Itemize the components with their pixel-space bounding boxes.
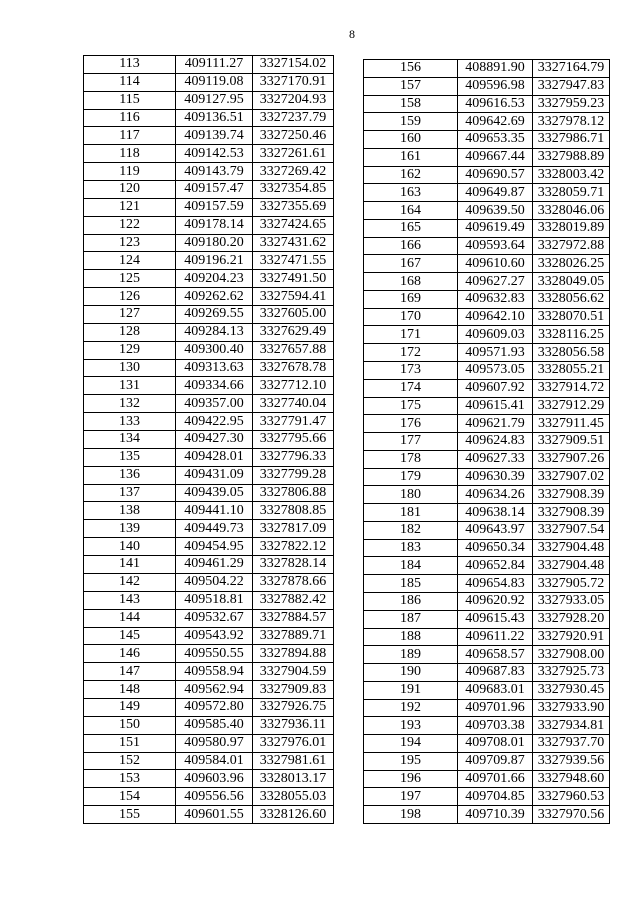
x-coordinate-cell: 409630.39 [458,469,533,487]
x-coordinate-cell: 409142.53 [176,145,253,163]
y-coordinate-cell: 3327928.20 [533,611,610,629]
point-number-cell: 176 [364,415,458,433]
point-number-cell: 162 [364,167,458,185]
x-coordinate-cell: 409449.73 [176,520,253,538]
y-coordinate-cell: 3327878.66 [253,574,334,592]
point-number-cell: 165 [364,220,458,238]
y-coordinate-cell: 3327976.01 [253,735,334,753]
point-number-cell: 187 [364,611,458,629]
y-coordinate-cell: 3327796.33 [253,449,334,467]
x-coordinate-cell: 409269.55 [176,306,253,324]
point-number-cell: 191 [364,682,458,700]
x-coordinate-cell: 409584.01 [176,753,253,771]
point-number-cell: 185 [364,575,458,593]
y-coordinate-cell: 3327884.57 [253,610,334,628]
point-number-cell: 150 [84,717,176,735]
x-coordinate-cell: 409504.22 [176,574,253,592]
x-coordinate-cell: 409615.41 [458,398,533,416]
x-coordinate-cell: 409593.64 [458,238,533,256]
x-coordinate-cell: 409431.09 [176,467,253,485]
point-number-cell: 166 [364,238,458,256]
point-number-cell: 173 [364,362,458,380]
point-number-cell: 179 [364,469,458,487]
x-coordinate-cell: 409596.98 [458,78,533,96]
x-coordinate-cell: 409642.69 [458,113,533,131]
point-number-cell: 169 [364,291,458,309]
point-number-cell: 163 [364,184,458,202]
y-coordinate-cell: 3327431.62 [253,235,334,253]
x-coordinate-cell: 409157.59 [176,199,253,217]
x-coordinate-cell: 409615.43 [458,611,533,629]
y-coordinate-cell: 3327904.48 [533,557,610,575]
y-coordinate-cell: 3327936.11 [253,717,334,735]
point-number-cell: 180 [364,486,458,504]
y-coordinate-cell: 3327605.00 [253,306,334,324]
x-coordinate-cell: 409572.80 [176,699,253,717]
y-coordinate-cell: 3327250.46 [253,127,334,145]
x-coordinate-cell: 409558.94 [176,663,253,681]
point-number-cell: 164 [364,202,458,220]
x-coordinate-cell: 409441.10 [176,502,253,520]
x-coordinate-cell: 409610.60 [458,255,533,273]
x-coordinate-cell: 409357.00 [176,395,253,413]
y-coordinate-cell: 3327817.09 [253,520,334,538]
y-coordinate-cell: 3327806.88 [253,485,334,503]
x-coordinate-cell: 409178.14 [176,217,253,235]
x-coordinate-cell: 409603.96 [176,770,253,788]
point-number-cell: 140 [84,538,176,556]
x-coordinate-cell: 409658.57 [458,646,533,664]
x-coordinate-cell: 409683.01 [458,682,533,700]
y-coordinate-cell: 3327904.48 [533,540,610,558]
y-coordinate-cell: 3327678.78 [253,360,334,378]
point-number-cell: 125 [84,270,176,288]
y-coordinate-cell: 3327795.66 [253,431,334,449]
point-number-cell: 190 [364,664,458,682]
y-coordinate-cell: 3327471.55 [253,252,334,270]
y-coordinate-cell: 3327947.83 [533,78,610,96]
point-number-cell: 146 [84,645,176,663]
y-coordinate-cell: 3328116.25 [533,326,610,344]
point-number-cell: 130 [84,360,176,378]
point-number-cell: 197 [364,788,458,806]
y-coordinate-cell: 3327261.61 [253,145,334,163]
point-number-cell: 119 [84,163,176,181]
y-coordinate-cell: 3328049.05 [533,273,610,291]
y-coordinate-cell: 3327424.65 [253,217,334,235]
y-coordinate-cell: 3327972.88 [533,238,610,256]
x-coordinate-cell: 409619.49 [458,220,533,238]
y-coordinate-cell: 3327269.42 [253,163,334,181]
point-number-cell: 170 [364,309,458,327]
point-number-cell: 116 [84,110,176,128]
y-coordinate-cell: 3328003.42 [533,167,610,185]
y-coordinate-cell: 3327907.02 [533,469,610,487]
x-coordinate-cell: 409638.14 [458,504,533,522]
y-coordinate-cell: 3327937.70 [533,735,610,753]
y-coordinate-cell: 3327657.88 [253,342,334,360]
x-coordinate-cell: 409573.05 [458,362,533,380]
y-coordinate-cell: 3328056.58 [533,344,610,362]
x-coordinate-cell: 409650.34 [458,540,533,558]
point-number-cell: 135 [84,449,176,467]
point-number-cell: 154 [84,788,176,806]
x-coordinate-cell: 409428.01 [176,449,253,467]
x-coordinate-cell: 409334.66 [176,377,253,395]
x-coordinate-cell: 409585.40 [176,717,253,735]
x-coordinate-cell: 409300.40 [176,342,253,360]
y-coordinate-cell: 3327948.60 [533,771,610,789]
y-coordinate-cell: 3327822.12 [253,538,334,556]
y-coordinate-cell: 3328019.89 [533,220,610,238]
point-number-cell: 156 [364,60,458,78]
point-number-cell: 144 [84,610,176,628]
x-coordinate-cell: 409461.29 [176,556,253,574]
point-number-cell: 157 [364,78,458,96]
x-coordinate-cell: 409180.20 [176,235,253,253]
point-number-cell: 148 [84,681,176,699]
y-coordinate-cell: 3327939.56 [533,753,610,771]
y-coordinate-cell: 3327355.69 [253,199,334,217]
y-coordinate-cell: 3327930.45 [533,682,610,700]
x-coordinate-cell: 409439.05 [176,485,253,503]
y-coordinate-cell: 3327237.79 [253,110,334,128]
x-coordinate-cell: 409571.93 [458,344,533,362]
x-coordinate-cell: 409556.56 [176,788,253,806]
x-coordinate-cell: 409642.10 [458,309,533,327]
point-number-cell: 171 [364,326,458,344]
point-number-cell: 131 [84,377,176,395]
x-coordinate-cell: 409654.83 [458,575,533,593]
y-coordinate-cell: 3327204.93 [253,92,334,110]
x-coordinate-cell: 409643.97 [458,522,533,540]
x-coordinate-cell: 409313.63 [176,360,253,378]
x-coordinate-cell: 409427.30 [176,431,253,449]
y-coordinate-cell: 3327911.45 [533,415,610,433]
y-coordinate-cell: 3327164.79 [533,60,610,78]
coordinates-table-right [363,59,610,824]
point-number-cell: 134 [84,431,176,449]
x-coordinate-cell: 409139.74 [176,127,253,145]
x-coordinate-cell: 409143.79 [176,163,253,181]
y-coordinate-cell: 3327791.47 [253,413,334,431]
y-coordinate-cell: 3327170.91 [253,74,334,92]
point-number-cell: 177 [364,433,458,451]
y-coordinate-cell: 3327907.26 [533,451,610,469]
x-coordinate-cell: 409607.92 [458,380,533,398]
point-number-cell: 142 [84,574,176,592]
x-coordinate-cell: 409704.85 [458,788,533,806]
point-number-cell: 188 [364,629,458,647]
x-coordinate-cell: 409701.66 [458,771,533,789]
point-number-cell: 195 [364,753,458,771]
point-number-cell: 136 [84,467,176,485]
y-coordinate-cell: 3328026.25 [533,255,610,273]
x-coordinate-cell: 409284.13 [176,324,253,342]
x-coordinate-cell: 409632.83 [458,291,533,309]
x-coordinate-cell: 409422.95 [176,413,253,431]
x-coordinate-cell: 409262.62 [176,288,253,306]
point-number-cell: 137 [84,485,176,503]
point-number-cell: 118 [84,145,176,163]
y-coordinate-cell: 3327894.88 [253,645,334,663]
point-number-cell: 198 [364,806,458,824]
point-number-cell: 120 [84,181,176,199]
point-number-cell: 123 [84,235,176,253]
point-number-cell: 152 [84,753,176,771]
point-number-cell: 168 [364,273,458,291]
y-coordinate-cell: 3327828.14 [253,556,334,574]
x-coordinate-cell: 409543.92 [176,628,253,646]
point-number-cell: 129 [84,342,176,360]
x-coordinate-cell: 409624.83 [458,433,533,451]
coordinates-table-left [83,55,334,824]
point-number-cell: 133 [84,413,176,431]
point-number-cell: 182 [364,522,458,540]
y-coordinate-cell: 3327889.71 [253,628,334,646]
x-coordinate-cell: 409616.53 [458,96,533,114]
y-coordinate-cell: 3327925.73 [533,664,610,682]
point-number-cell: 138 [84,502,176,520]
point-number-cell: 189 [364,646,458,664]
x-coordinate-cell: 408891.90 [458,60,533,78]
point-number-cell: 143 [84,592,176,610]
point-number-cell: 192 [364,700,458,718]
point-number-cell: 128 [84,324,176,342]
point-number-cell: 181 [364,504,458,522]
y-coordinate-cell: 3328056.62 [533,291,610,309]
point-number-cell: 151 [84,735,176,753]
y-coordinate-cell: 3327909.83 [253,681,334,699]
x-coordinate-cell: 409708.01 [458,735,533,753]
y-coordinate-cell: 3327882.42 [253,592,334,610]
x-coordinate-cell: 409703.38 [458,717,533,735]
y-coordinate-cell: 3327978.12 [533,113,610,131]
x-coordinate-cell: 409580.97 [176,735,253,753]
y-coordinate-cell: 3327908.00 [533,646,610,664]
point-number-cell: 172 [364,344,458,362]
x-coordinate-cell: 409649.87 [458,184,533,202]
y-coordinate-cell: 3327154.02 [253,56,334,74]
x-coordinate-cell: 409627.27 [458,273,533,291]
point-number-cell: 149 [84,699,176,717]
x-coordinate-cell: 409621.79 [458,415,533,433]
y-coordinate-cell: 3327934.81 [533,717,610,735]
point-number-cell: 139 [84,520,176,538]
point-number-cell: 175 [364,398,458,416]
y-coordinate-cell: 3327904.59 [253,663,334,681]
x-coordinate-cell: 409687.83 [458,664,533,682]
point-number-cell: 158 [364,96,458,114]
x-coordinate-cell: 409111.27 [176,56,253,74]
y-coordinate-cell: 3327908.39 [533,486,610,504]
y-coordinate-cell: 3327988.89 [533,149,610,167]
x-coordinate-cell: 409639.50 [458,202,533,220]
point-number-cell: 121 [84,199,176,217]
x-coordinate-cell: 409627.33 [458,451,533,469]
point-number-cell: 122 [84,217,176,235]
y-coordinate-cell: 3327920.91 [533,629,610,647]
x-coordinate-cell: 409532.67 [176,610,253,628]
x-coordinate-cell: 409204.23 [176,270,253,288]
x-coordinate-cell: 409136.51 [176,110,253,128]
y-coordinate-cell: 3327912.29 [533,398,610,416]
x-coordinate-cell: 409620.92 [458,593,533,611]
point-number-cell: 161 [364,149,458,167]
point-number-cell: 141 [84,556,176,574]
y-coordinate-cell: 3327970.56 [533,806,610,824]
y-coordinate-cell: 3327960.53 [533,788,610,806]
x-coordinate-cell: 409127.95 [176,92,253,110]
y-coordinate-cell: 3327909.51 [533,433,610,451]
point-number-cell: 115 [84,92,176,110]
y-coordinate-cell: 3328126.60 [253,806,334,824]
point-number-cell: 145 [84,628,176,646]
y-coordinate-cell: 3327933.90 [533,700,610,718]
x-coordinate-cell: 409550.55 [176,645,253,663]
point-number-cell: 160 [364,131,458,149]
x-coordinate-cell: 409634.26 [458,486,533,504]
y-coordinate-cell: 3327594.41 [253,288,334,306]
y-coordinate-cell: 3327808.85 [253,502,334,520]
point-number-cell: 178 [364,451,458,469]
point-number-cell: 183 [364,540,458,558]
x-coordinate-cell: 409690.57 [458,167,533,185]
point-number-cell: 184 [364,557,458,575]
point-number-cell: 117 [84,127,176,145]
x-coordinate-cell: 409518.81 [176,592,253,610]
x-coordinate-cell: 409601.55 [176,806,253,824]
y-coordinate-cell: 3328059.71 [533,184,610,202]
x-coordinate-cell: 409157.47 [176,181,253,199]
x-coordinate-cell: 409562.94 [176,681,253,699]
point-number-cell: 114 [84,74,176,92]
x-coordinate-cell: 409701.96 [458,700,533,718]
y-coordinate-cell: 3327959.23 [533,96,610,114]
point-number-cell: 153 [84,770,176,788]
x-coordinate-cell: 409454.95 [176,538,253,556]
point-number-cell: 124 [84,252,176,270]
y-coordinate-cell: 3327986.71 [533,131,610,149]
point-number-cell: 174 [364,380,458,398]
y-coordinate-cell: 3327491.50 [253,270,334,288]
point-number-cell: 127 [84,306,176,324]
y-coordinate-cell: 3328055.03 [253,788,334,806]
y-coordinate-cell: 3327905.72 [533,575,610,593]
y-coordinate-cell: 3327629.49 [253,324,334,342]
y-coordinate-cell: 3327908.39 [533,504,610,522]
y-coordinate-cell: 3327740.04 [253,395,334,413]
y-coordinate-cell: 3328013.17 [253,770,334,788]
point-number-cell: 147 [84,663,176,681]
y-coordinate-cell: 3327907.54 [533,522,610,540]
y-coordinate-cell: 3328046.06 [533,202,610,220]
y-coordinate-cell: 3328055.21 [533,362,610,380]
x-coordinate-cell: 409611.22 [458,629,533,647]
y-coordinate-cell: 3327799.28 [253,467,334,485]
x-coordinate-cell: 409653.35 [458,131,533,149]
point-number-cell: 113 [84,56,176,74]
y-coordinate-cell: 3327712.10 [253,377,334,395]
point-number-cell: 186 [364,593,458,611]
y-coordinate-cell: 3327981.61 [253,753,334,771]
point-number-cell: 155 [84,806,176,824]
point-number-cell: 194 [364,735,458,753]
x-coordinate-cell: 409710.39 [458,806,533,824]
y-coordinate-cell: 3328070.51 [533,309,610,327]
x-coordinate-cell: 409652.84 [458,557,533,575]
y-coordinate-cell: 3327914.72 [533,380,610,398]
point-number-cell: 167 [364,255,458,273]
point-number-cell: 196 [364,771,458,789]
y-coordinate-cell: 3327926.75 [253,699,334,717]
point-number-cell: 132 [84,395,176,413]
x-coordinate-cell: 409119.08 [176,74,253,92]
x-coordinate-cell: 409709.87 [458,753,533,771]
page-number: 8 [349,27,355,41]
point-number-cell: 126 [84,288,176,306]
y-coordinate-cell: 3327354.85 [253,181,334,199]
x-coordinate-cell: 409196.21 [176,252,253,270]
x-coordinate-cell: 409667.44 [458,149,533,167]
x-coordinate-cell: 409609.03 [458,326,533,344]
point-number-cell: 159 [364,113,458,131]
y-coordinate-cell: 3327933.05 [533,593,610,611]
point-number-cell: 193 [364,717,458,735]
